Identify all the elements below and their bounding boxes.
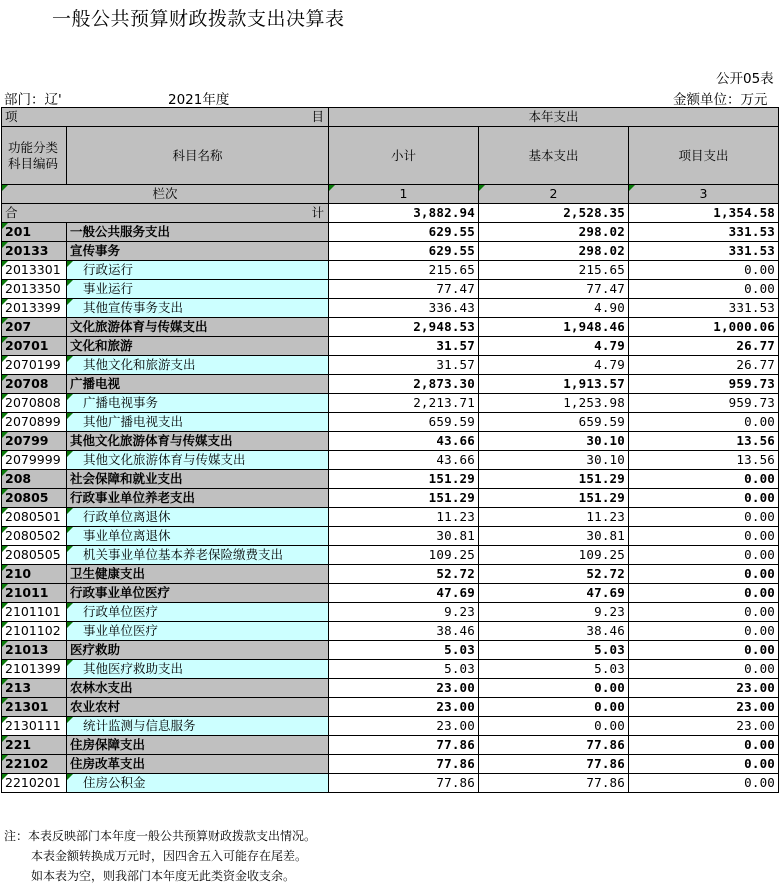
table-row	[2, 451, 779, 470]
subtotal-value: 43.66	[329, 432, 479, 451]
subject-code: 2070199	[2, 356, 67, 375]
subtotal-value: 2,873.30	[329, 375, 479, 394]
subject-name: 事业单位医疗	[67, 622, 329, 641]
subject-code: 2013301	[2, 261, 67, 280]
subject-code: 20805	[2, 489, 67, 508]
project-column-header: 项目支出	[629, 127, 779, 185]
expenditure-table	[1, 107, 779, 793]
project-value: 0.00	[629, 755, 779, 774]
subtotal-value: 2,213.71	[329, 394, 479, 413]
subject-code: 2080502	[2, 527, 67, 546]
subject-name: 一般公共服务支出	[67, 223, 329, 242]
basic-value: 0.00	[479, 679, 629, 698]
subtotal-value: 9.23	[329, 603, 479, 622]
subtotal-value: 31.57	[329, 337, 479, 356]
subtotal-value: 151.29	[329, 489, 479, 508]
basic-value: 77.86	[479, 774, 629, 793]
subject-name: 住房公积金	[67, 774, 329, 793]
total-subtotal: 3,882.94	[329, 204, 479, 223]
subject-name: 行政运行	[67, 261, 329, 280]
subject-name: 其他宣传事务支出	[67, 299, 329, 318]
subject-name: 行政事业单位医疗	[67, 584, 329, 603]
table-row	[2, 565, 779, 584]
subtotal-value: 52.72	[329, 565, 479, 584]
subject-code: 2210201	[2, 774, 67, 793]
subject-code: 21301	[2, 698, 67, 717]
project-value: 0.00	[629, 527, 779, 546]
subtotal-column-header: 小计	[329, 127, 479, 185]
name-column-header: 科目名称	[67, 127, 329, 185]
subject-name: 医疗救助	[67, 641, 329, 660]
subject-code: 208	[2, 470, 67, 489]
project-value: 26.77	[629, 356, 779, 375]
project-value: 0.00	[629, 660, 779, 679]
subject-name: 广播电视	[67, 375, 329, 394]
subject-name: 行政单位离退休	[67, 508, 329, 527]
table-row	[2, 432, 779, 451]
subtotal-value: 77.86	[329, 736, 479, 755]
subtotal-value: 629.55	[329, 242, 479, 261]
subtotal-value: 2,948.53	[329, 318, 479, 337]
basic-value: 30.10	[479, 432, 629, 451]
basic-column-header: 基本支出	[479, 127, 629, 185]
subject-name: 其他广播电视支出	[67, 413, 329, 432]
project-value: 0.00	[629, 603, 779, 622]
subtotal-value: 23.00	[329, 679, 479, 698]
item-header-left: 项	[5, 109, 18, 124]
basic-value: 1,913.57	[479, 375, 629, 394]
basic-value: 5.03	[479, 641, 629, 660]
total-row	[2, 204, 779, 223]
subject-code: 210	[2, 565, 67, 584]
table-row	[2, 299, 779, 318]
project-value: 331.53	[629, 299, 779, 318]
basic-value: 47.69	[479, 584, 629, 603]
project-value: 331.53	[629, 242, 779, 261]
subject-code: 21011	[2, 584, 67, 603]
table-row	[2, 318, 779, 337]
project-value: 0.00	[629, 489, 779, 508]
table-row	[2, 242, 779, 261]
table-row	[2, 508, 779, 527]
subtotal-value: 659.59	[329, 413, 479, 432]
project-value: 0.00	[629, 622, 779, 641]
total-project: 1,354.58	[629, 204, 779, 223]
sequence-number: 3	[629, 185, 779, 204]
subject-name: 社会保障和就业支出	[67, 470, 329, 489]
sequence-number: 2	[479, 185, 629, 204]
basic-value: 151.29	[479, 489, 629, 508]
item-header-right: 目	[311, 109, 325, 124]
basic-value: 11.23	[479, 508, 629, 527]
basic-value: 9.23	[479, 603, 629, 622]
table-row	[2, 679, 779, 698]
basic-value: 215.65	[479, 261, 629, 280]
subject-name: 统计监测与信息服务	[67, 717, 329, 736]
table-row	[2, 698, 779, 717]
subtotal-value: 336.43	[329, 299, 479, 318]
table-row	[2, 774, 779, 793]
table-row	[2, 584, 779, 603]
subject-code: 201	[2, 223, 67, 242]
subject-code: 2013350	[2, 280, 67, 299]
department-label: 部门：辽'	[4, 92, 62, 108]
subtotal-value: 629.55	[329, 223, 479, 242]
table-row	[2, 413, 779, 432]
subtotal-value: 47.69	[329, 584, 479, 603]
project-value: 23.00	[629, 717, 779, 736]
total-label-right: 计	[311, 205, 325, 220]
basic-value: 77.86	[479, 755, 629, 774]
table-row	[2, 736, 779, 755]
subtotal-value: 77.47	[329, 280, 479, 299]
table-row	[2, 337, 779, 356]
subtotal-value: 23.00	[329, 717, 479, 736]
basic-value: 109.25	[479, 546, 629, 565]
project-value: 0.00	[629, 584, 779, 603]
basic-value: 298.02	[479, 223, 629, 242]
subject-code: 20799	[2, 432, 67, 451]
table-row	[2, 603, 779, 622]
unit-label: 金额单位：万元	[673, 92, 768, 108]
project-value: 23.00	[629, 679, 779, 698]
basic-value: 38.46	[479, 622, 629, 641]
subject-name: 机关事业单位基本养老保险缴费支出	[67, 546, 329, 565]
basic-value: 0.00	[479, 698, 629, 717]
subject-name: 文化旅游体育与传媒支出	[67, 318, 329, 337]
subject-code: 213	[2, 679, 67, 698]
project-value: 0.00	[629, 280, 779, 299]
total-basic: 2,528.35	[479, 204, 629, 223]
subject-name: 事业运行	[67, 280, 329, 299]
table-row	[2, 622, 779, 641]
project-value: 0.00	[629, 508, 779, 527]
project-value: 23.00	[629, 698, 779, 717]
total-label-left: 合	[5, 205, 18, 220]
subject-name: 宣传事务	[67, 242, 329, 261]
subject-code: 2013399	[2, 299, 67, 318]
table-row	[2, 641, 779, 660]
subject-code: 20133	[2, 242, 67, 261]
subject-name: 农业农村	[67, 698, 329, 717]
sequence-label: 栏次	[2, 185, 329, 204]
basic-value: 4.79	[479, 356, 629, 375]
subject-name: 农林水支出	[67, 679, 329, 698]
subtotal-value: 5.03	[329, 641, 479, 660]
subject-code: 2101102	[2, 622, 67, 641]
project-value: 0.00	[629, 261, 779, 280]
form-number: 公开05表	[716, 71, 774, 87]
subject-code: 207	[2, 318, 67, 337]
project-value: 959.73	[629, 394, 779, 413]
code-column-header: 功能分类 科目编码	[2, 127, 67, 185]
subject-name: 其他文化和旅游支出	[67, 356, 329, 375]
subject-name: 卫生健康支出	[67, 565, 329, 584]
project-value: 0.00	[629, 774, 779, 793]
subtotal-value: 31.57	[329, 356, 479, 375]
table-row	[2, 489, 779, 508]
project-value: 0.00	[629, 413, 779, 432]
fiscal-year: 2021年度	[168, 92, 230, 108]
table-row	[2, 261, 779, 280]
subject-name: 广播电视事务	[67, 394, 329, 413]
subject-code: 2080505	[2, 546, 67, 565]
note-line: 注：本表反映部门本年度一般公共预算财政拨款支出情况。	[4, 829, 317, 843]
project-value: 13.56	[629, 432, 779, 451]
subtotal-value: 43.66	[329, 451, 479, 470]
basic-value: 1,948.46	[479, 318, 629, 337]
subject-name: 住房保障支出	[67, 736, 329, 755]
subject-code: 22102	[2, 755, 67, 774]
table-row	[2, 660, 779, 679]
subject-code: 2080501	[2, 508, 67, 527]
subtotal-value: 109.25	[329, 546, 479, 565]
basic-value: 1,253.98	[479, 394, 629, 413]
basic-value: 52.72	[479, 565, 629, 584]
table-row	[2, 223, 779, 242]
project-value: 0.00	[629, 641, 779, 660]
table-row	[2, 280, 779, 299]
basic-value: 298.02	[479, 242, 629, 261]
project-value: 0.00	[629, 546, 779, 565]
table-row	[2, 717, 779, 736]
sequence-number: 1	[329, 185, 479, 204]
subject-name: 行政单位医疗	[67, 603, 329, 622]
sequence-row	[2, 185, 779, 204]
subject-code: 221	[2, 736, 67, 755]
table-row	[2, 546, 779, 565]
header-row-2	[2, 127, 779, 185]
project-value: 1,000.06	[629, 318, 779, 337]
subject-code: 20708	[2, 375, 67, 394]
subject-code: 2070808	[2, 394, 67, 413]
subject-code: 2101399	[2, 660, 67, 679]
notes	[4, 826, 316, 886]
subject-name: 文化和旅游	[67, 337, 329, 356]
expense-group-header: 本年支出	[329, 108, 779, 127]
basic-value: 30.10	[479, 451, 629, 470]
subject-name: 其他文化旅游体育与传媒支出	[67, 432, 329, 451]
item-header-cell	[2, 108, 329, 127]
subject-name: 住房改革支出	[67, 755, 329, 774]
basic-value: 4.79	[479, 337, 629, 356]
subject-code: 21013	[2, 641, 67, 660]
subject-code: 2130111	[2, 717, 67, 736]
project-value: 0.00	[629, 470, 779, 489]
basic-value: 77.47	[479, 280, 629, 299]
basic-value: 151.29	[479, 470, 629, 489]
subtotal-value: 11.23	[329, 508, 479, 527]
subject-name: 行政事业单位养老支出	[67, 489, 329, 508]
note-line: 本表金额转换成万元时，因四舍五入可能存在尾差。	[31, 849, 308, 863]
table-row	[2, 755, 779, 774]
note-line: 如本表为空，则我部门本年度无此类资金收支余。	[31, 869, 296, 883]
subtotal-value: 215.65	[329, 261, 479, 280]
total-label-cell	[2, 204, 329, 223]
subject-name: 其他文化旅游体育与传媒支出	[67, 451, 329, 470]
subject-name: 事业单位离退休	[67, 527, 329, 546]
subject-code: 2101101	[2, 603, 67, 622]
subtotal-value: 23.00	[329, 698, 479, 717]
project-value: 26.77	[629, 337, 779, 356]
subtotal-value: 77.86	[329, 774, 479, 793]
table-row	[2, 527, 779, 546]
report-title: 一般公共预算财政拨款支出决算表	[52, 8, 345, 30]
basic-value: 77.86	[479, 736, 629, 755]
table-row	[2, 356, 779, 375]
subtotal-value: 77.86	[329, 755, 479, 774]
subtotal-value: 38.46	[329, 622, 479, 641]
project-value: 13.56	[629, 451, 779, 470]
subtotal-value: 30.81	[329, 527, 479, 546]
basic-value: 659.59	[479, 413, 629, 432]
project-value: 0.00	[629, 565, 779, 584]
subject-name: 其他医疗救助支出	[67, 660, 329, 679]
basic-value: 4.90	[479, 299, 629, 318]
table-row	[2, 470, 779, 489]
subject-code: 20701	[2, 337, 67, 356]
header-row-1	[2, 108, 779, 127]
project-value: 0.00	[629, 736, 779, 755]
basic-value: 5.03	[479, 660, 629, 679]
table-row	[2, 375, 779, 394]
subject-code: 2079999	[2, 451, 67, 470]
table-row	[2, 394, 779, 413]
subtotal-value: 151.29	[329, 470, 479, 489]
basic-value: 30.81	[479, 527, 629, 546]
subject-code: 2070899	[2, 413, 67, 432]
subtotal-value: 5.03	[329, 660, 479, 679]
basic-value: 0.00	[479, 717, 629, 736]
project-value: 331.53	[629, 223, 779, 242]
project-value: 959.73	[629, 375, 779, 394]
